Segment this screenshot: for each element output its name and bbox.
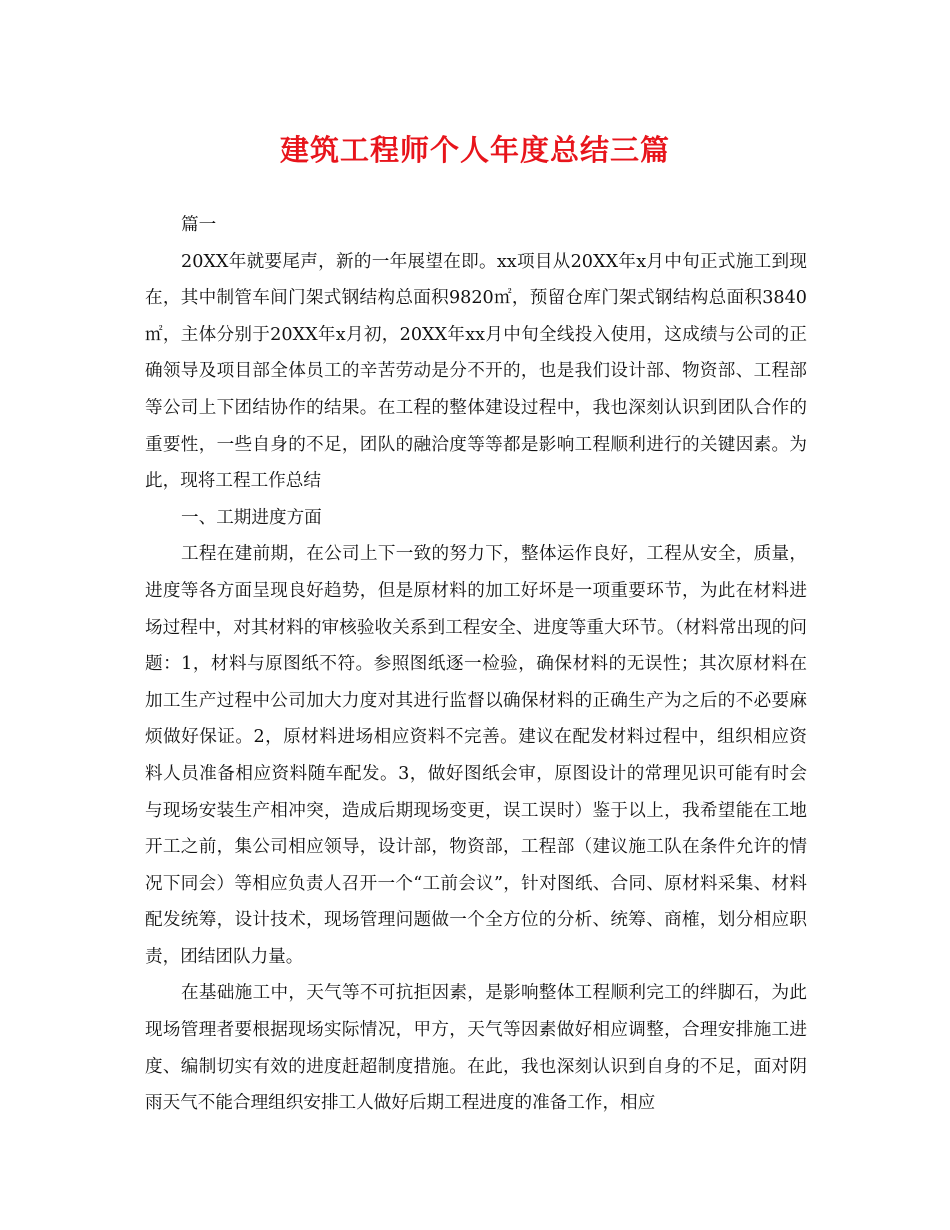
body-paragraph: 在基础施工中，天气等不可抗拒因素，是影响整体工程顺利完工的绊脚石，为此现场管理者要根据现场实际情况，甲方，天气等因素做好相应调整，合理安排施工进度、编制切实有效的进度赶超制度措施。在此，我也深刻认识到自身的不足，面对阴雨天气不能合理组织安排工人做好后期工程进度的准备工作，相应 bbox=[145, 983, 807, 1114]
document-body bbox=[145, 207, 807, 1122]
section-heading-schedule: 一、工期进度方面 bbox=[181, 507, 322, 528]
document-title: 建筑工程师个人年度总结三篇 bbox=[279, 133, 670, 167]
section-heading-part-one: 篇一 bbox=[181, 215, 217, 235]
body-paragraph: 20XX年就要尾声，新的一年展望在即。xx项目从20XX年x月中旬正式施工到现在，其中制管车间门架式钢结构总面积9820㎡，预留仓库门架式钢结构总面积3840㎡，主体分别于20XX年x月初，20XX年xx月中旬全线投入使用，这成绩与公司的正确领导及项目部全体员工的辛苦劳动是分不开的，也是我们设计部、物资部、工程部等公司上下团结协作的结果。在工程的整体建设过程中，我也深刻认识到团队合作的重要性，一些自身的不足，团队的融洽度等等都是影响工程顺利进行的关键因素。为此，现将工程工作总结 bbox=[145, 251, 807, 492]
body-paragraph: 工程在建前期，在公司上下一致的努力下，整体运作良好，工程从安全，质量，进度等各方面呈现良好趋势，但是原材料的加工好坏是一项重要环节，为此在材料进场过程中，对其材料的审核验收关系到工程安全、进度等重大环节。（材料常出现的问题：1，材料与原图纸不符。参照图纸逐一检验，确保材料的无误性；其次原材料在加工生产过程中公司加大力度对其进行监督以确保材料的正确生产为之后的不必要麻烦做好保证。2，原材料进场相应资料不完善。建议在配发材料过程中，组织相应资料人员准备相应资料随车配发。3，做好图纸会审，原图设计的常理见识可能有时会与现场安装生产相冲突，造成后期现场变更，误工误时）鉴于以上，我希望能在工地开工之前，集公司相应领导，设计部，物资部，工程部（建议施工队在条件允许的情况下同会）等相应负责人召开一个“工前会议”，针对图纸、合同、原材料采集、材料配发统筹，设计技术，现场管理问题做一个全方位的分析、统筹、商榷，划分相应职责，团结团队力量。 bbox=[145, 544, 807, 967]
